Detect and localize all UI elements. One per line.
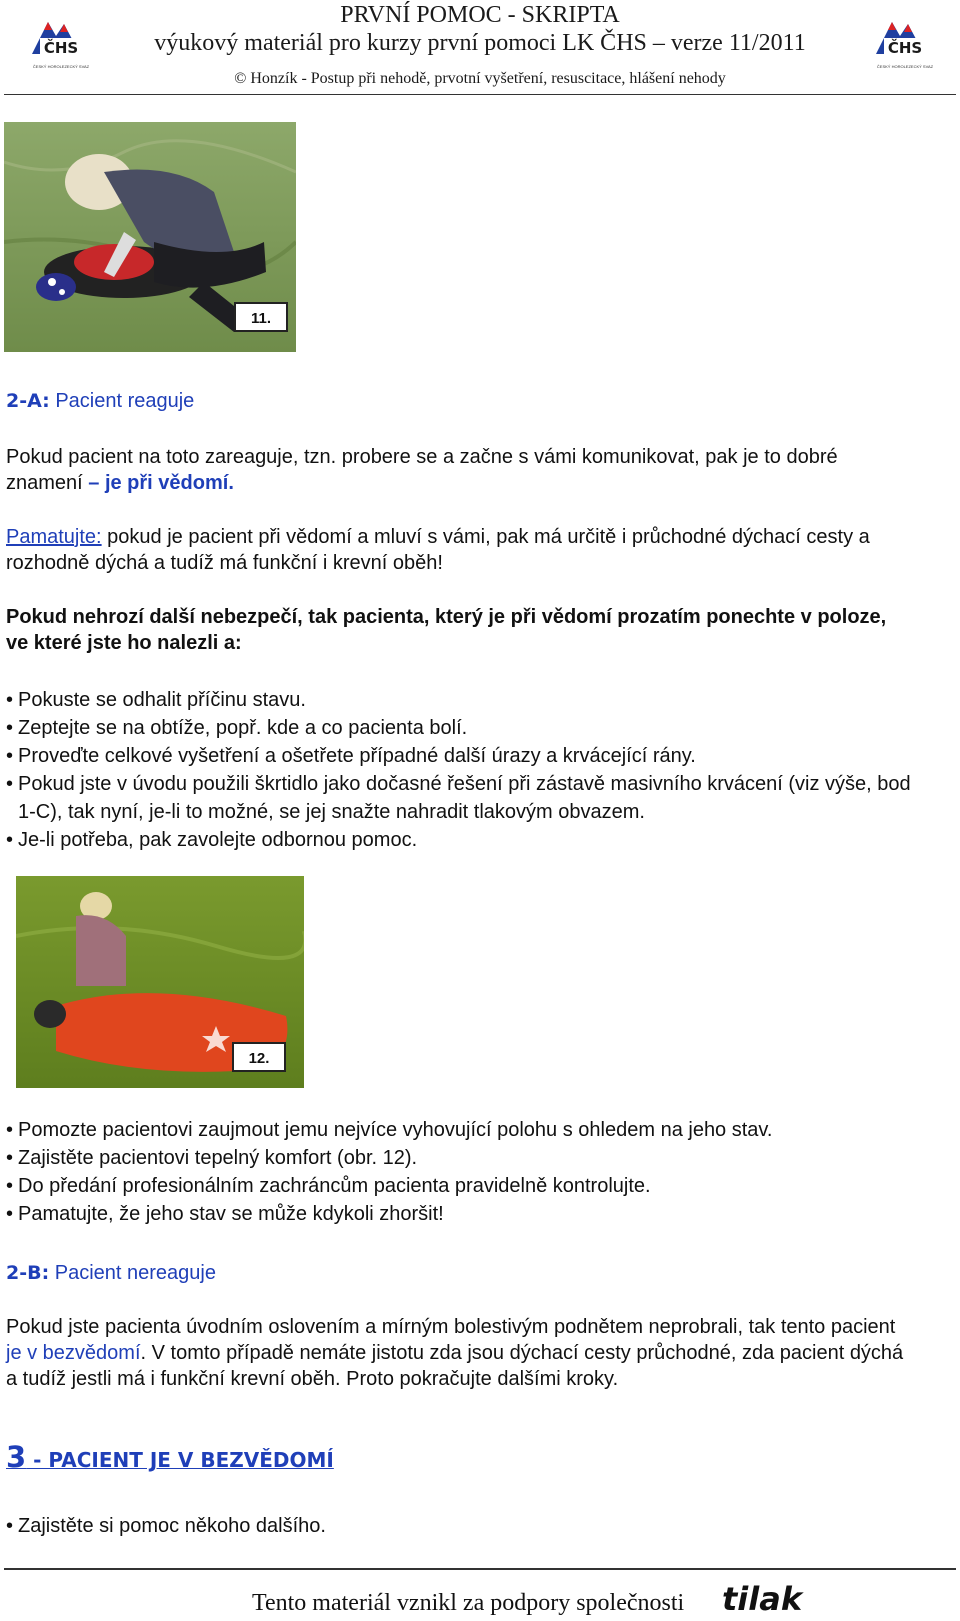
section-code: 2-A: <box>6 390 50 412</box>
paragraph-text: . V tomto případě nemáte jistotu zda jsou dýchací cesty průchodné, zda pacient dýchá a tudíž jestli má i funkční krevní oběh. Proto pokračujte dalšími kroky. <box>6 1342 904 1390</box>
svg-text:ČHS: ČHS <box>887 39 923 57</box>
logo-caption: ČESKÝ HOROLEZECKÝ SVAZ <box>876 64 934 69</box>
svg-text:ČHS: ČHS <box>43 39 79 57</box>
list-item: • Zeptejte se na obtíže, popř. kde a co pacienta bolí. <box>6 714 926 742</box>
section-code: 2-B: <box>6 1262 50 1284</box>
logo-caption: ČESKÝ HOROLEZECKÝ SVAZ <box>32 64 90 69</box>
section-heading-2a <box>6 388 194 414</box>
list-item: • Pamatujte, že jeho stav se může kdykoli zhoršit! <box>6 1200 926 1228</box>
document-title: PRVNÍ POMOC - SKRIPTA <box>340 2 620 28</box>
photo-patient-thermal-comfort <box>16 876 304 1088</box>
list-item: • Zajistěte si pomoc někoho dalšího. <box>6 1512 926 1540</box>
header-divider <box>4 94 956 95</box>
svg-text:tilak: tilak <box>722 1580 803 1616</box>
bullet-list <box>6 1512 926 1540</box>
page-header <box>0 0 960 96</box>
list-item: • Je-li potřeba, pak zavolejte odbornou pomoc. <box>6 826 926 854</box>
list-item: • Pokuste se odhalit příčinu stavu. <box>6 686 926 714</box>
section-title: Pacient reaguje <box>49 390 195 412</box>
paragraph <box>6 524 926 576</box>
list-item: • Proveďte celkové vyšetření a ošetřete případné další úrazy a krvácející rány. <box>6 742 926 770</box>
bullet-list <box>6 686 926 854</box>
emphasis-text: – je při vědomí. <box>88 472 234 494</box>
remember-label: Pamatujte: <box>6 526 102 548</box>
list-item: • Zajistěte pacientovi tepelný komfort (obr. 12). <box>6 1144 926 1172</box>
list-item: • Do předání profesionálním zachráncům pacienta pravidelně kontrolujte. <box>6 1172 926 1200</box>
footer-text: Tento materiál vznikl za podpory společnosti <box>252 1590 685 1616</box>
paragraph-text: pokud je pacient při vědomí a mluví s vámi, pak má určitě i průchodné dýchací cesty a rozhodně dýchá a tudíž má funkční i krevní oběh! <box>6 526 870 574</box>
document-credit: © Honzík - Postup při nehodě, prvotní vyšetření, resuscitace, hlášení nehody <box>234 70 726 87</box>
paragraph <box>6 1314 906 1392</box>
tilak-logo <box>720 1580 810 1616</box>
footer-divider <box>4 1568 956 1570</box>
photo-rescuer-checking-patient <box>4 122 296 352</box>
section-number: 3 <box>6 1440 27 1474</box>
photo-number: 11. <box>234 302 288 332</box>
bullet-list <box>6 1116 926 1228</box>
paragraph-bold: Pokud nehrozí další nebezpečí, tak pacienta, který je při vědomí prozatím ponechte v poloze, ve které jste ho nalezli a: <box>6 606 887 654</box>
photo-number: 12. <box>232 1042 286 1072</box>
paragraph <box>6 444 906 496</box>
paragraph-text: Pokud jste pacienta úvodním oslovením a mírným bolestivým podnětem neprobrali, tak tento pacient <box>6 1316 896 1338</box>
list-item: • Pokud jste v úvodu použili škrtidlo jako dočasné řešení při zástavě masivního krvácení (viz výše, bod 1-C), tak nyní, je-li to možné, se jej snažte nahradit tlakovým obvazem. <box>6 770 926 826</box>
section-heading-3 <box>6 1440 334 1474</box>
list-item: • Pomozte pacientovi zaujmout jemu nejvíce vyhovující polohu s ohledem na jeho stav. <box>6 1116 926 1144</box>
section-title: Pacient nereaguje <box>49 1262 216 1284</box>
emphasis-text: je v bezvědomí <box>6 1342 141 1364</box>
paragraph-text: Pokud pacient na toto zareaguje, tzn. probere se a začne s vámi komunikovat, pak je to dobré znamení <box>6 446 838 494</box>
chs-logo-right <box>870 14 940 69</box>
section-title: - PACIENT JE V BEZVĚDOMÍ <box>26 1448 334 1472</box>
section-heading-2b <box>6 1260 216 1286</box>
document-subtitle: výukový materiál pro kurzy první pomoci LK ČHS – verze 11/2011 <box>154 30 806 56</box>
chs-logo-left <box>26 14 96 69</box>
